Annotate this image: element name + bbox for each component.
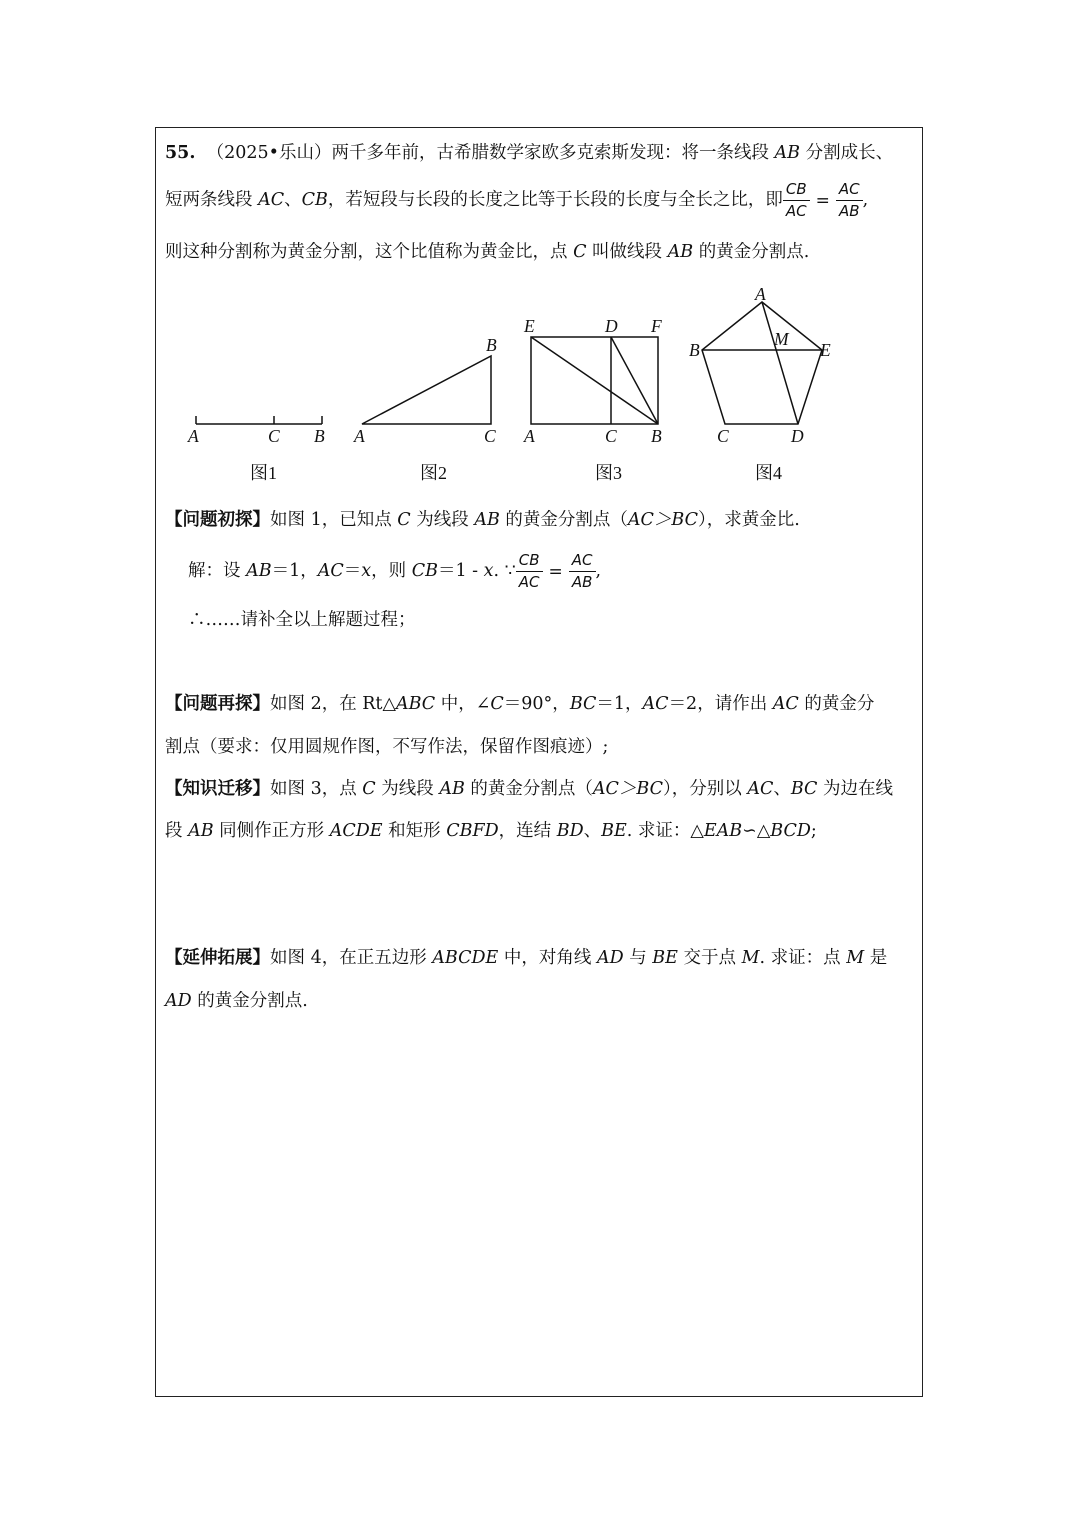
fig4-label-m: M	[774, 329, 789, 349]
fig1-label-c: C	[268, 426, 280, 446]
part1-solution: 解：设 AB＝1，AC＝x，则 CB＝1 - x. ∵ $\frac{CB}{AC}$ = $\frac{AC}{AB}$ ,	[188, 551, 602, 591]
ratio-fraction-1: $\frac{CB}{AC}$	[783, 179, 810, 222]
fig3-label-a: A	[524, 426, 535, 446]
fig2-label-b: B	[486, 335, 497, 355]
problem-line-2: 短两条线段 AC、CB，若短段与长段的长度之比等于长段的长度与全长之比，即 $\frac{CB}{AC}$ = $\frac{AC}{AB}$ ,	[165, 180, 869, 220]
fig3-label-c: C	[605, 426, 617, 446]
part2-line-1: 【问题再探】如图 2，在 Rt△ABC 中，∠C＝90°，BC＝1，AC＝2，请作出 AC 的黄金分	[165, 694, 875, 714]
part1-therefore: ∴……请补全以上解题过程；	[188, 610, 416, 630]
figure-2-triangle	[362, 356, 491, 424]
figure-1-caption: 图1	[250, 463, 277, 483]
problem-source: （2025•乐山）	[206, 143, 332, 163]
part4-line-1: 【延伸拓展】如图 4，在正五边形 ABCDE 中，对角线 AD 与 BE 交于点 M. 求证：点 M 是	[165, 948, 888, 968]
part3-heading: 【知识迁移】	[165, 779, 270, 799]
part3-line-1: 【知识迁移】如图 3，点 C 为线段 AB 的黄金分割点（AC＞BC），分别以 AC、BC 为边在线	[165, 779, 894, 799]
part2-line-2: 割点（要求：仅用圆规作图，不写作法，保留作图痕迹）;	[165, 737, 609, 757]
problem-line-3: 则这种分割称为黄金分割，这个比值称为黄金比，点 C 叫做线段 AB 的黄金分割点.	[165, 242, 810, 262]
part1-heading: 【问题初探】	[165, 510, 270, 530]
problem-number: 55.	[165, 143, 196, 163]
fig4-label-c: C	[717, 426, 729, 446]
fig2-label-c: C	[484, 426, 496, 446]
ratio-fraction-2: $\frac{AC}{AB}$	[836, 179, 863, 222]
figure-3-squares	[531, 337, 658, 424]
figure-4-pentagon	[702, 302, 822, 424]
fig1-label-a: A	[188, 426, 199, 446]
figure-2-caption: 图2	[420, 463, 447, 483]
fig1-label-b: B	[314, 426, 325, 446]
fig3-label-e: E	[524, 316, 535, 336]
part2-heading: 【问题再探】	[165, 694, 270, 714]
part3-line-2: 段 AB 同侧作正方形 ACDE 和矩形 CBFD，连结 BD、BE. 求证：△EAB∽△BCD;	[165, 821, 817, 841]
fig4-label-e: E	[820, 340, 831, 360]
part4-heading: 【延伸拓展】	[165, 948, 270, 968]
figure-1-segment	[196, 416, 322, 424]
part1-line-1: 【问题初探】如图 1，已知点 C 为线段 AB 的黄金分割点（AC＞BC），求黄金比.	[165, 510, 800, 530]
problem-line-1: 55. （2025•乐山）两千多年前，古希腊数学家欧多克索斯发现：将一条线段 AB 分割成长、	[165, 143, 894, 163]
fig2-label-a: A	[354, 426, 365, 446]
figure-3-caption: 图3	[595, 463, 622, 483]
part4-line-2: AD 的黄金分割点.	[165, 991, 308, 1011]
solution-fraction-1: $\frac{CB}{AC}$	[516, 550, 543, 593]
figure-4-caption: 图4	[755, 463, 782, 483]
fig4-label-d: D	[791, 426, 804, 446]
fig3-label-d: D	[605, 316, 618, 336]
solution-fraction-2: $\frac{AC}{AB}$	[569, 550, 596, 593]
fig3-label-f: F	[651, 316, 662, 336]
fig4-label-b: B	[689, 340, 700, 360]
fig4-label-a: A	[755, 284, 766, 304]
fig3-label-b: B	[651, 426, 662, 446]
